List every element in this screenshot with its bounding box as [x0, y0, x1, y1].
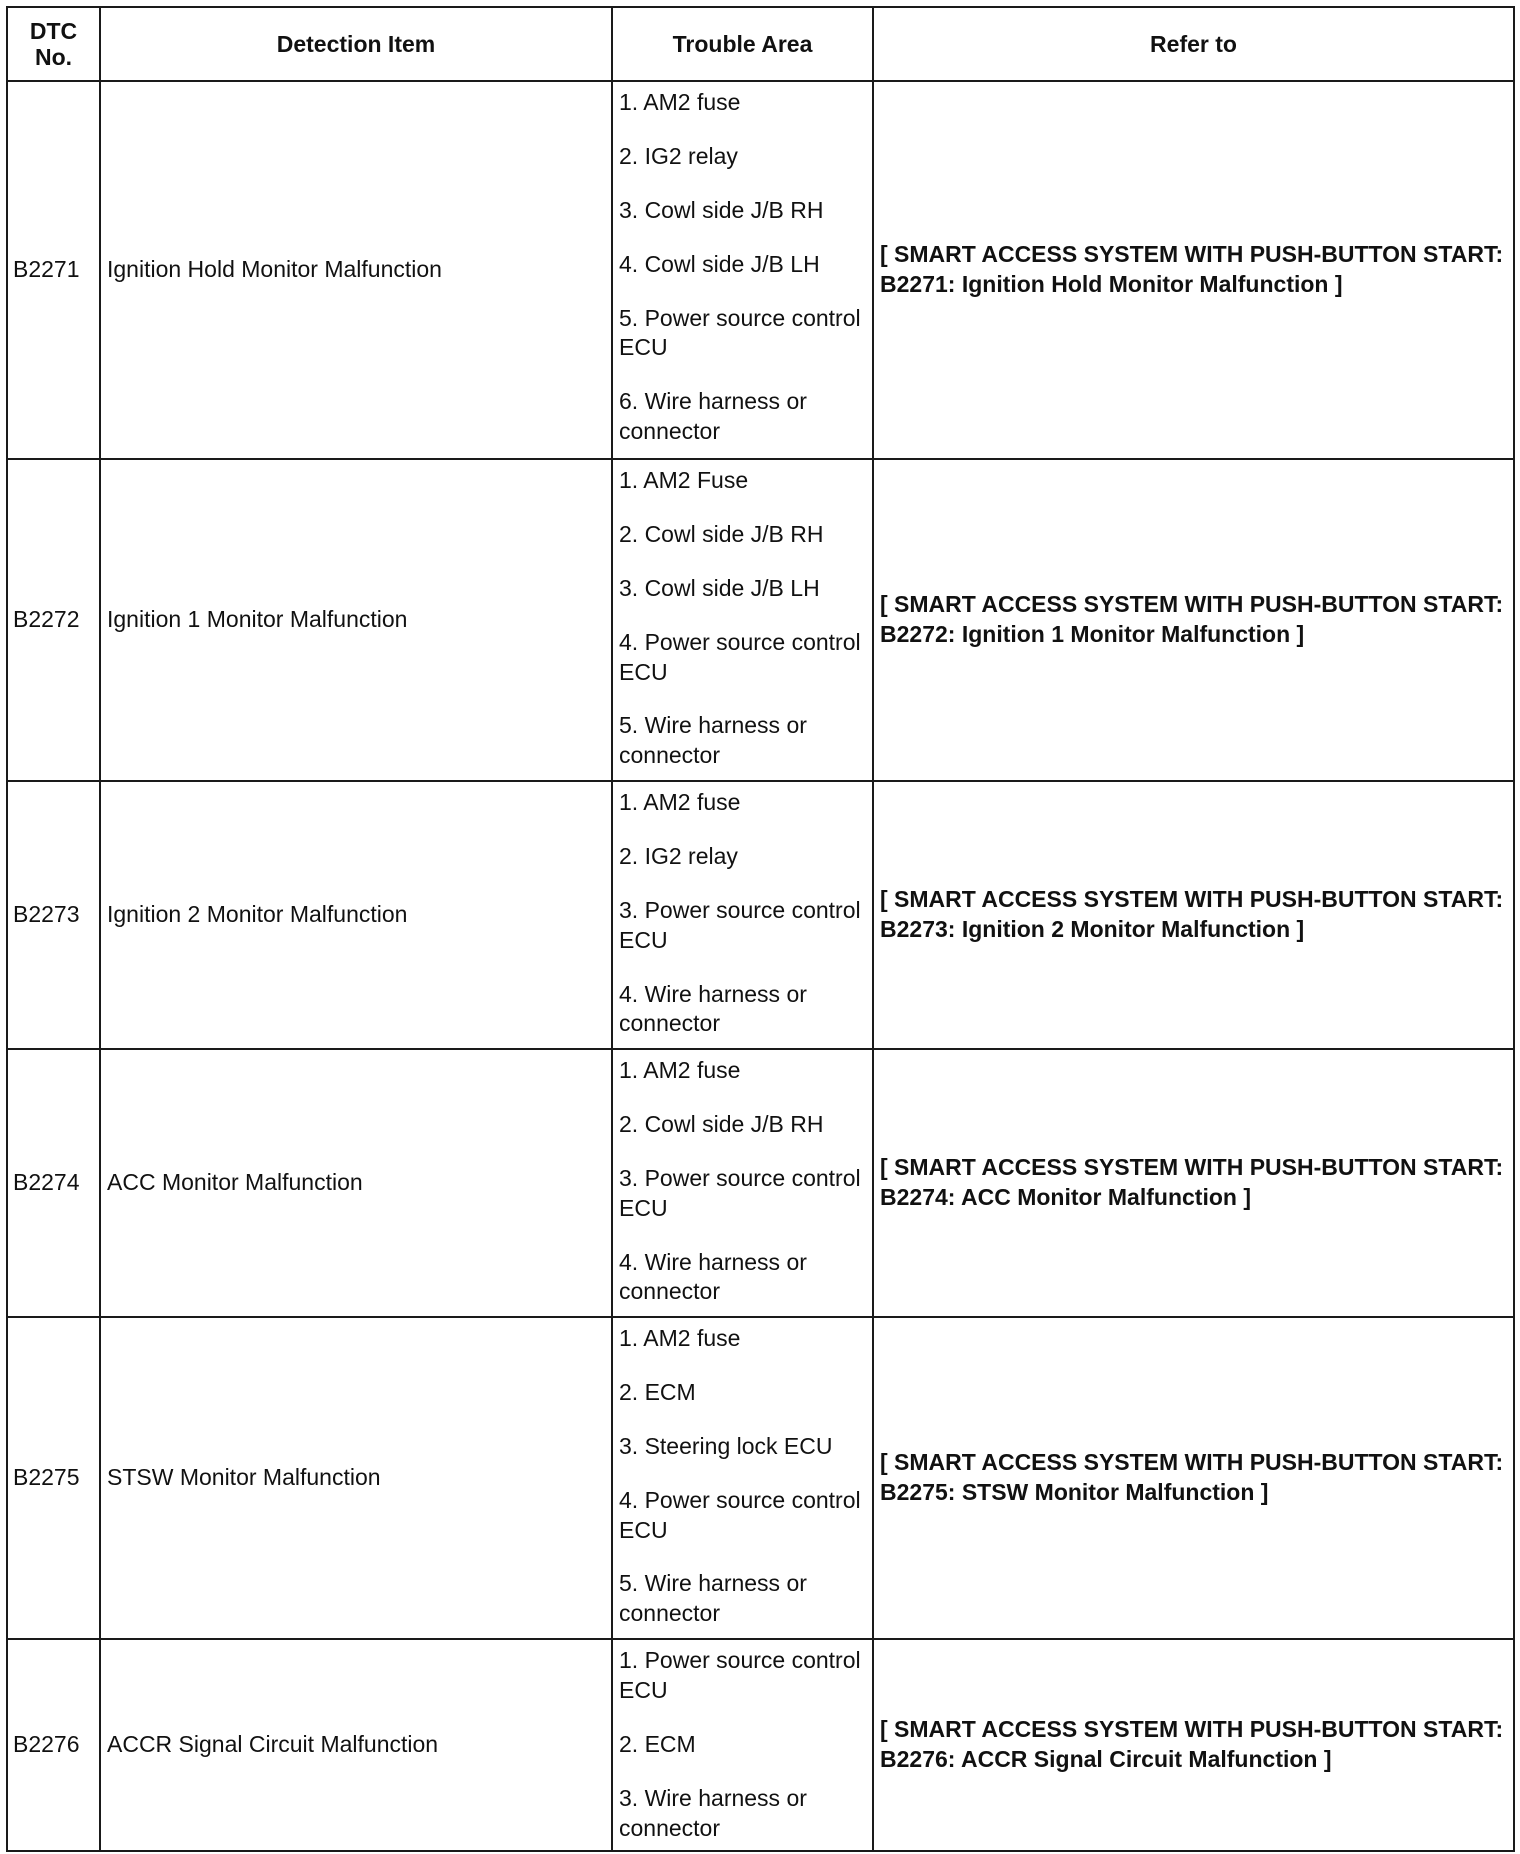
trouble-area-item: 3. Cowl side J/B LH [619, 574, 820, 601]
trouble-area-item: 3. Power source control ECU [619, 896, 861, 953]
detection-item-cell: ACC Monitor Malfunction [100, 1049, 612, 1317]
refer-to-link[interactable]: [ SMART ACCESS SYSTEM WITH PUSH-BUTTON START: B2271: Ignition Hold Monitor Malfunction ] [873, 81, 1514, 459]
header-dtc-line2: No. [34, 44, 73, 70]
trouble-area-cell [612, 1317, 873, 1639]
trouble-area-item: 1. AM2 fuse [619, 789, 741, 815]
detection-item-cell: ACCR Signal Circuit Malfunction [100, 1639, 612, 1851]
header-dtc-line1: DTC [29, 17, 78, 44]
refer-to-link[interactable]: [ SMART ACCESS SYSTEM WITH PUSH-BUTTON START: B2276: ACCR Signal Circuit Malfunction ] [873, 1639, 1514, 1851]
dtc-code-cell: B2272 [7, 459, 100, 781]
trouble-area-item: 2. IG2 relay [619, 842, 738, 869]
table-row [7, 1639, 1514, 1851]
trouble-area-item: 4. Power source control ECU [619, 1486, 861, 1543]
trouble-area-item: 3. Power source control ECU [619, 1164, 861, 1221]
trouble-area-item: 3. Wire harness or connector [619, 1784, 807, 1841]
trouble-area-item: 4. Power source control ECU [619, 628, 861, 685]
dtc-table-container [6, 6, 1513, 1848]
trouble-area-item: 4. Cowl side J/B LH [619, 250, 820, 277]
trouble-area-item: 1. AM2 fuse [619, 89, 741, 115]
trouble-area-item: 3. Cowl side J/B RH [619, 196, 824, 223]
trouble-area-item: 2. ECM [619, 1730, 696, 1757]
trouble-area-cell [612, 459, 873, 781]
refer-to-link[interactable]: [ SMART ACCESS SYSTEM WITH PUSH-BUTTON START: B2273: Ignition 2 Monitor Malfunction ] [873, 781, 1514, 1049]
refer-to-link[interactable]: [ SMART ACCESS SYSTEM WITH PUSH-BUTTON START: B2274: ACC Monitor Malfunction ] [873, 1049, 1514, 1317]
header-detection-item: Detection Item [100, 7, 612, 81]
trouble-area-item: 3. Steering lock ECU [619, 1432, 833, 1459]
trouble-area-item: 4. Wire harness or connector [619, 1248, 807, 1305]
dtc-table [6, 6, 1515, 1852]
trouble-area-item: 4. Wire harness or connector [619, 980, 807, 1037]
header-refer-to: Refer to [873, 7, 1514, 81]
table-header-row [7, 7, 1514, 81]
trouble-area-cell [612, 1639, 873, 1851]
trouble-area-item: 1. AM2 Fuse [619, 467, 749, 493]
table-body [7, 81, 1514, 1851]
trouble-area-item: 1. Power source control ECU [619, 1647, 861, 1703]
detection-item-cell: Ignition Hold Monitor Malfunction [100, 81, 612, 459]
table-row [7, 1049, 1514, 1317]
trouble-area-cell [612, 81, 873, 459]
dtc-code-cell: B2275 [7, 1317, 100, 1639]
trouble-area-item: 2. Cowl side J/B RH [619, 1110, 824, 1137]
header-trouble-area: Trouble Area [612, 7, 873, 81]
trouble-area-cell [612, 1049, 873, 1317]
trouble-area-item: 1. AM2 fuse [619, 1325, 741, 1351]
dtc-code-cell: B2271 [7, 81, 100, 459]
detection-item-cell: Ignition 2 Monitor Malfunction [100, 781, 612, 1049]
header-dtc-no [7, 7, 100, 81]
trouble-area-item: 6. Wire harness or connector [619, 388, 807, 445]
trouble-area-item: 5. Power source control ECU [619, 304, 861, 361]
refer-to-link[interactable]: [ SMART ACCESS SYSTEM WITH PUSH-BUTTON START: B2275: STSW Monitor Malfunction ] [873, 1317, 1514, 1639]
detection-item-cell: Ignition 1 Monitor Malfunction [100, 459, 612, 781]
trouble-area-item: 5. Wire harness or connector [619, 712, 807, 769]
table-row [7, 781, 1514, 1049]
trouble-area-cell [612, 781, 873, 1049]
trouble-area-item: 2. ECM [619, 1378, 696, 1405]
trouble-area-item: 2. IG2 relay [619, 142, 738, 169]
refer-to-link[interactable]: [ SMART ACCESS SYSTEM WITH PUSH-BUTTON START: B2272: Ignition 1 Monitor Malfunction ] [873, 459, 1514, 781]
trouble-area-item: 5. Wire harness or connector [619, 1570, 807, 1627]
trouble-area-item: 2. Cowl side J/B RH [619, 520, 824, 547]
table-row [7, 1317, 1514, 1639]
detection-item-cell: STSW Monitor Malfunction [100, 1317, 612, 1639]
dtc-code-cell: B2276 [7, 1639, 100, 1851]
trouble-area-item: 1. AM2 fuse [619, 1057, 741, 1083]
table-row [7, 81, 1514, 459]
dtc-code-cell: B2273 [7, 781, 100, 1049]
table-row [7, 459, 1514, 781]
dtc-code-cell: B2274 [7, 1049, 100, 1317]
